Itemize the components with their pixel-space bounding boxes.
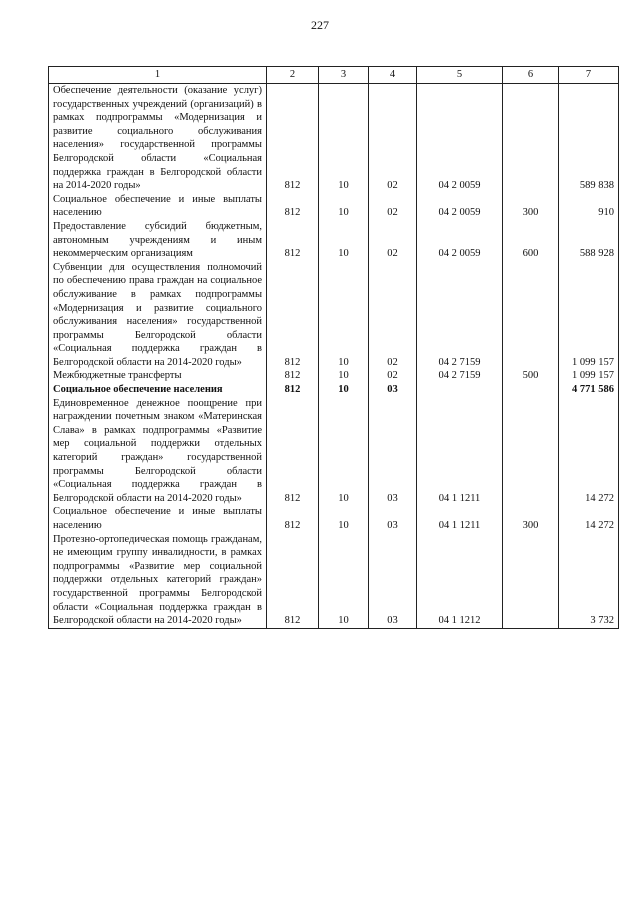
row-description: Социальное обеспечение населения bbox=[49, 383, 267, 397]
row-subsection-code: 02 bbox=[369, 369, 417, 383]
row-ministry-code: 812 bbox=[267, 193, 319, 220]
row-expense-type: 300 bbox=[503, 193, 559, 220]
row-section-code: 10 bbox=[319, 383, 369, 397]
row-expense-type bbox=[503, 84, 559, 193]
table-row bbox=[49, 84, 619, 193]
row-description: Обеспечение деятельности (оказание услуг) государственных учреждений (организаций) в рамках подпрограммы «Модернизация и развитие социального обслуживания населения» государственной программы Белгородской области «Социальная поддержка граждан в Белгородской области на 2014-2020 годы» bbox=[49, 84, 267, 193]
row-section-code: 10 bbox=[319, 193, 369, 220]
row-expense-type bbox=[503, 261, 559, 370]
table-row bbox=[49, 533, 619, 629]
table-row bbox=[49, 369, 619, 383]
row-description: Социальное обеспечение и иные выплаты населению bbox=[49, 505, 267, 532]
row-description: Протезно-ортопедическая помощь гражданам, не имеющим группу инвалидности, в рамках подпрограммы «Развитие мер социальной поддержки отдельных категорий граждан» государственной программы Белгородской области «Социальная поддержка граждан в Белгородской области на 2014-2020 годы» bbox=[49, 533, 267, 629]
row-description: Межбюджетные трансферты bbox=[49, 369, 267, 383]
row-ministry-code: 812 bbox=[267, 261, 319, 370]
column-header: 1 bbox=[49, 67, 267, 84]
table-body bbox=[49, 84, 619, 629]
row-section-code: 10 bbox=[319, 397, 369, 506]
row-expense-type bbox=[503, 383, 559, 397]
row-description: Предоставление субсидий бюджетным, автономным учреждениям и иным некоммерческим организациям bbox=[49, 220, 267, 261]
column-header: 7 bbox=[559, 67, 619, 84]
row-ministry-code: 812 bbox=[267, 533, 319, 629]
column-header: 6 bbox=[503, 67, 559, 84]
row-target-article bbox=[417, 383, 503, 397]
row-subsection-code: 02 bbox=[369, 220, 417, 261]
row-ministry-code: 812 bbox=[267, 505, 319, 532]
row-target-article: 04 2 7159 bbox=[417, 369, 503, 383]
row-section-code: 10 bbox=[319, 261, 369, 370]
row-target-article: 04 1 1211 bbox=[417, 505, 503, 532]
table-row bbox=[49, 397, 619, 506]
table-row bbox=[49, 505, 619, 532]
row-amount: 14 272 bbox=[559, 505, 619, 532]
row-target-article: 04 1 1211 bbox=[417, 397, 503, 506]
row-subsection-code: 02 bbox=[369, 193, 417, 220]
row-description: Социальное обеспечение и иные выплаты населению bbox=[49, 193, 267, 220]
row-expense-type: 500 bbox=[503, 369, 559, 383]
row-section-code: 10 bbox=[319, 220, 369, 261]
row-ministry-code: 812 bbox=[267, 84, 319, 193]
row-description: Субвенции для осуществления полномочий по обеспечению права граждан на социальное обслуживание в рамках подпрограммы «Модернизация и развитие социального обслуживания населения» государственной программы Белгородской области «Социальная поддержка граждан в Белгородской области на 2014-2020 годы» bbox=[49, 261, 267, 370]
table-row bbox=[49, 220, 619, 261]
row-target-article: 04 2 0059 bbox=[417, 84, 503, 193]
column-header: 2 bbox=[267, 67, 319, 84]
row-ministry-code: 812 bbox=[267, 220, 319, 261]
row-subsection-code: 02 bbox=[369, 261, 417, 370]
row-expense-type bbox=[503, 397, 559, 506]
row-amount: 588 928 bbox=[559, 220, 619, 261]
row-amount: 1 099 157 bbox=[559, 261, 619, 370]
row-target-article: 04 1 1212 bbox=[417, 533, 503, 629]
header-row bbox=[49, 67, 619, 84]
row-section-code: 10 bbox=[319, 369, 369, 383]
row-amount: 14 272 bbox=[559, 397, 619, 506]
row-amount: 3 732 bbox=[559, 533, 619, 629]
row-ministry-code: 812 bbox=[267, 383, 319, 397]
row-expense-type: 300 bbox=[503, 505, 559, 532]
row-amount: 910 bbox=[559, 193, 619, 220]
row-subsection-code: 03 bbox=[369, 397, 417, 506]
column-header: 5 bbox=[417, 67, 503, 84]
row-ministry-code: 812 bbox=[267, 369, 319, 383]
row-amount: 4 771 586 bbox=[559, 383, 619, 397]
table-row bbox=[49, 383, 619, 397]
row-amount: 1 099 157 bbox=[559, 369, 619, 383]
row-expense-type: 600 bbox=[503, 220, 559, 261]
row-subsection-code: 03 bbox=[369, 383, 417, 397]
row-target-article: 04 2 0059 bbox=[417, 193, 503, 220]
row-ministry-code: 812 bbox=[267, 397, 319, 506]
row-subsection-code: 02 bbox=[369, 84, 417, 193]
row-section-code: 10 bbox=[319, 533, 369, 629]
row-section-code: 10 bbox=[319, 505, 369, 532]
row-description: Единовременное денежное поощрение при награждении почетным знаком «Материнская Слава» в рамках подпрограммы «Развитие мер социальной поддержки отдельных категорий граждан» государственной программы Белгородской области «Социальная поддержка граждан в Белгородской области на 2014-2020 годы» bbox=[49, 397, 267, 506]
table-row bbox=[49, 261, 619, 370]
column-header: 3 bbox=[319, 67, 369, 84]
row-amount: 589 838 bbox=[559, 84, 619, 193]
row-expense-type bbox=[503, 533, 559, 629]
table-row bbox=[49, 193, 619, 220]
row-subsection-code: 03 bbox=[369, 533, 417, 629]
row-target-article: 04 2 7159 bbox=[417, 261, 503, 370]
row-subsection-code: 03 bbox=[369, 505, 417, 532]
page-number: 227 bbox=[311, 18, 329, 32]
column-header: 4 bbox=[369, 67, 417, 84]
row-target-article: 04 2 0059 bbox=[417, 220, 503, 261]
budget-table bbox=[48, 66, 619, 629]
row-section-code: 10 bbox=[319, 84, 369, 193]
